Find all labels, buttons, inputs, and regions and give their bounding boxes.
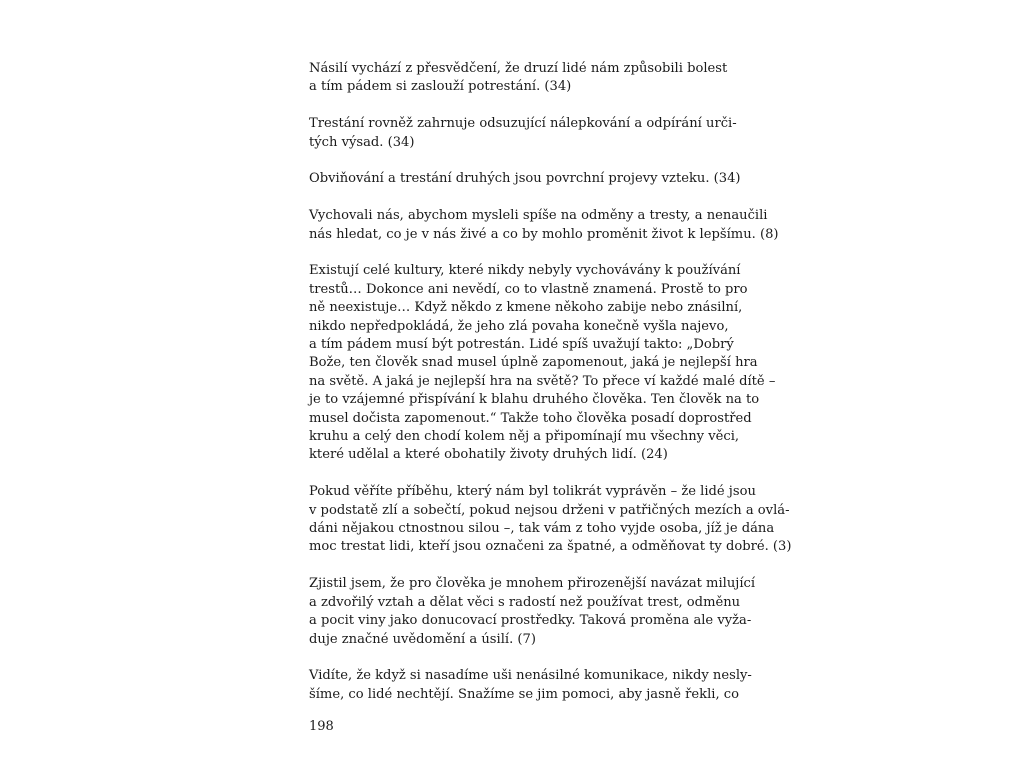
- text-line: Pokud věříte příběhu, který nám byl tolikrát vyprávěn – že lidé jsou: [309, 484, 756, 500]
- paragraph: [309, 60, 728, 97]
- text-line: Násilí vychází z přesvědčení, že druzí lidé nám způsobili bolest: [309, 61, 728, 76]
- text-line: dáni nějakou ctnostnou silou –, tak vám z toho vyjde osoba, jíž je dána: [309, 521, 775, 537]
- text-line: kruhu a celý den chodí kolem něj a připomínají mu všechny věci,: [309, 429, 740, 445]
- text-line: duje značné uvědomění a úsilí. (7): [309, 631, 536, 647]
- text-line: Zjistil jsem, že pro člověka je mnohem přirozenější navázat milující: [309, 576, 756, 592]
- text-line: trestů… Dokonce ani nevědí, co to vlastně znamená. Prostě to pro: [309, 281, 748, 297]
- text-line: na světě. A jaká je nejlepší hra na světě? To přece ví každé malé dítě –: [309, 373, 776, 389]
- text-line: tých výsad. (34): [309, 134, 415, 150]
- text-line: Existují celé kultury, které nikdy nebyly vychovávány k používání: [309, 263, 741, 279]
- text-column: [309, 60, 792, 723]
- paragraph: [309, 483, 792, 557]
- paragraph: [309, 170, 741, 188]
- text-line: Bože, ten člověk snad musel úplně zapomenout, jaká je nejlepší hra: [309, 355, 758, 371]
- text-line: nás hledat, co je v nás živé a co by mohlo proměnit život k lepšímu. (8): [309, 226, 779, 242]
- text-line: a tím pádem musí být potrestán. Lidé spíš uvažují takto: „Dobrý: [309, 337, 734, 353]
- text-line: Trestání rovněž zahrnuje odsuzující nálepkování a odpírání urči-: [309, 116, 737, 132]
- text-line: musel dočista zapomenout.“ Takže toho člověka posadí doprostřed: [309, 410, 752, 426]
- text-line: nikdo nepředpokládá, že jeho zlá povaha konečně vyšla najevo,: [309, 318, 729, 334]
- paragraph: [309, 575, 756, 649]
- page-number: 198: [309, 719, 334, 734]
- text-line: Vidíte, že když si nasadíme uši nenásilné komunikace, nikdy nesly-: [309, 668, 752, 684]
- paragraph: [309, 207, 779, 244]
- text-line: Vychovali nás, abychom mysleli spíše na odměny a tresty, a nenaučili: [309, 208, 768, 224]
- text-line: ně neexistuje… Když někdo z kmene někoho zabije nebo znásilní,: [309, 300, 743, 316]
- text-line: Obviňování a trestání druhých jsou povrchní projevy vzteku. (34): [309, 171, 741, 187]
- text-line: moc trestat lidi, kteří jsou označeni za špatné, a odměňovat ty dobré. (3): [309, 539, 792, 555]
- text-line: a pocit viny jako donucovací prostředky. Taková proměna ale vyža-: [309, 613, 752, 629]
- text-line: které udělal a které obohatily životy druhých lidí. (24): [309, 447, 668, 463]
- text-line: a zdvořilý vztah a dělat věci s radostí než používat trest, odměnu: [309, 594, 741, 610]
- paragraph: [309, 262, 776, 464]
- text-line: v podstatě zlí a sobečtí, pokud nejsou drženi v patřičných mezích a ovlá-: [309, 502, 790, 518]
- paragraph: [309, 115, 737, 152]
- text-line: a tím pádem si zaslouží potrestání. (34): [309, 79, 572, 95]
- text-line: šíme, co lidé nechtějí. Snažíme se jim pomoci, aby jasně řekli, co: [309, 686, 739, 702]
- paragraph: [309, 667, 752, 704]
- text-line: je to vzájemné přispívání k blahu druhého člověka. Ten člověk na to: [309, 392, 760, 408]
